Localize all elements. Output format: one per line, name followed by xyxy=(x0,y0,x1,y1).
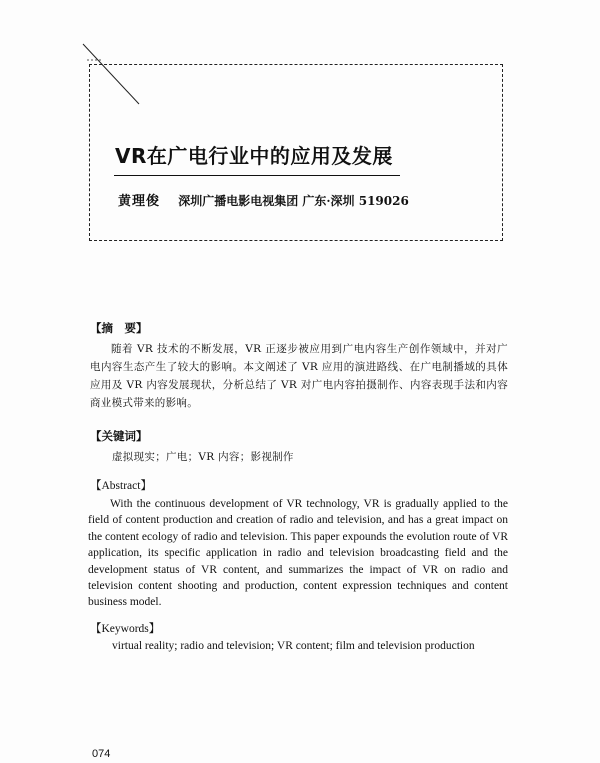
byline xyxy=(118,190,409,209)
title-underline xyxy=(114,175,400,176)
keywords-en-text: virtual reality; radio and television; VR content; film and television production xyxy=(112,640,475,652)
author-name: 黄理俊 xyxy=(118,194,161,209)
paper-title: VR在广电行业中的应用及发展 xyxy=(115,144,393,168)
author-affiliation: 深圳广播电影电视集团 广东·深圳 519026 xyxy=(178,194,409,208)
keywords-zh-label: 【关键词】 xyxy=(90,429,148,443)
keywords-en-label: 【Keywords】 xyxy=(90,623,161,635)
keywords-zh-text: 虚拟现实；广电；VR 内容；影视制作 xyxy=(112,451,294,463)
abstract-zh-label: 【摘 要】 xyxy=(90,321,148,335)
page-number: 074 xyxy=(92,748,111,760)
abstract-zh-text: 随着 VR 技术的不断发展，VR 正逐步被应用到广电内容生产创作领域中，并对广电内容生态产生了较大的影响。本文阐述了 VR 应用的演进路线、在广电制播域的具体应用及 VR 内容发展现状，分析总结了 VR 对广电内容拍摄制作、内容表现手法和内容商业模式带来的影响。 xyxy=(90,343,508,409)
abstract-en-label: 【Abstract】 xyxy=(90,480,152,492)
abstract-en-text: With the continuous development of VR technology, VR is gradually applied to the field of content production and creation of radio and television, and has a great impact on the content ecology of radio and television. This paper expounds the evolution route of VR application, its specific application in radio and television broadcasting field and the development status of VR content, and summarizes the impact of VR on radio and television content shooting and production, content expression techniques and content business model. xyxy=(88,498,508,609)
